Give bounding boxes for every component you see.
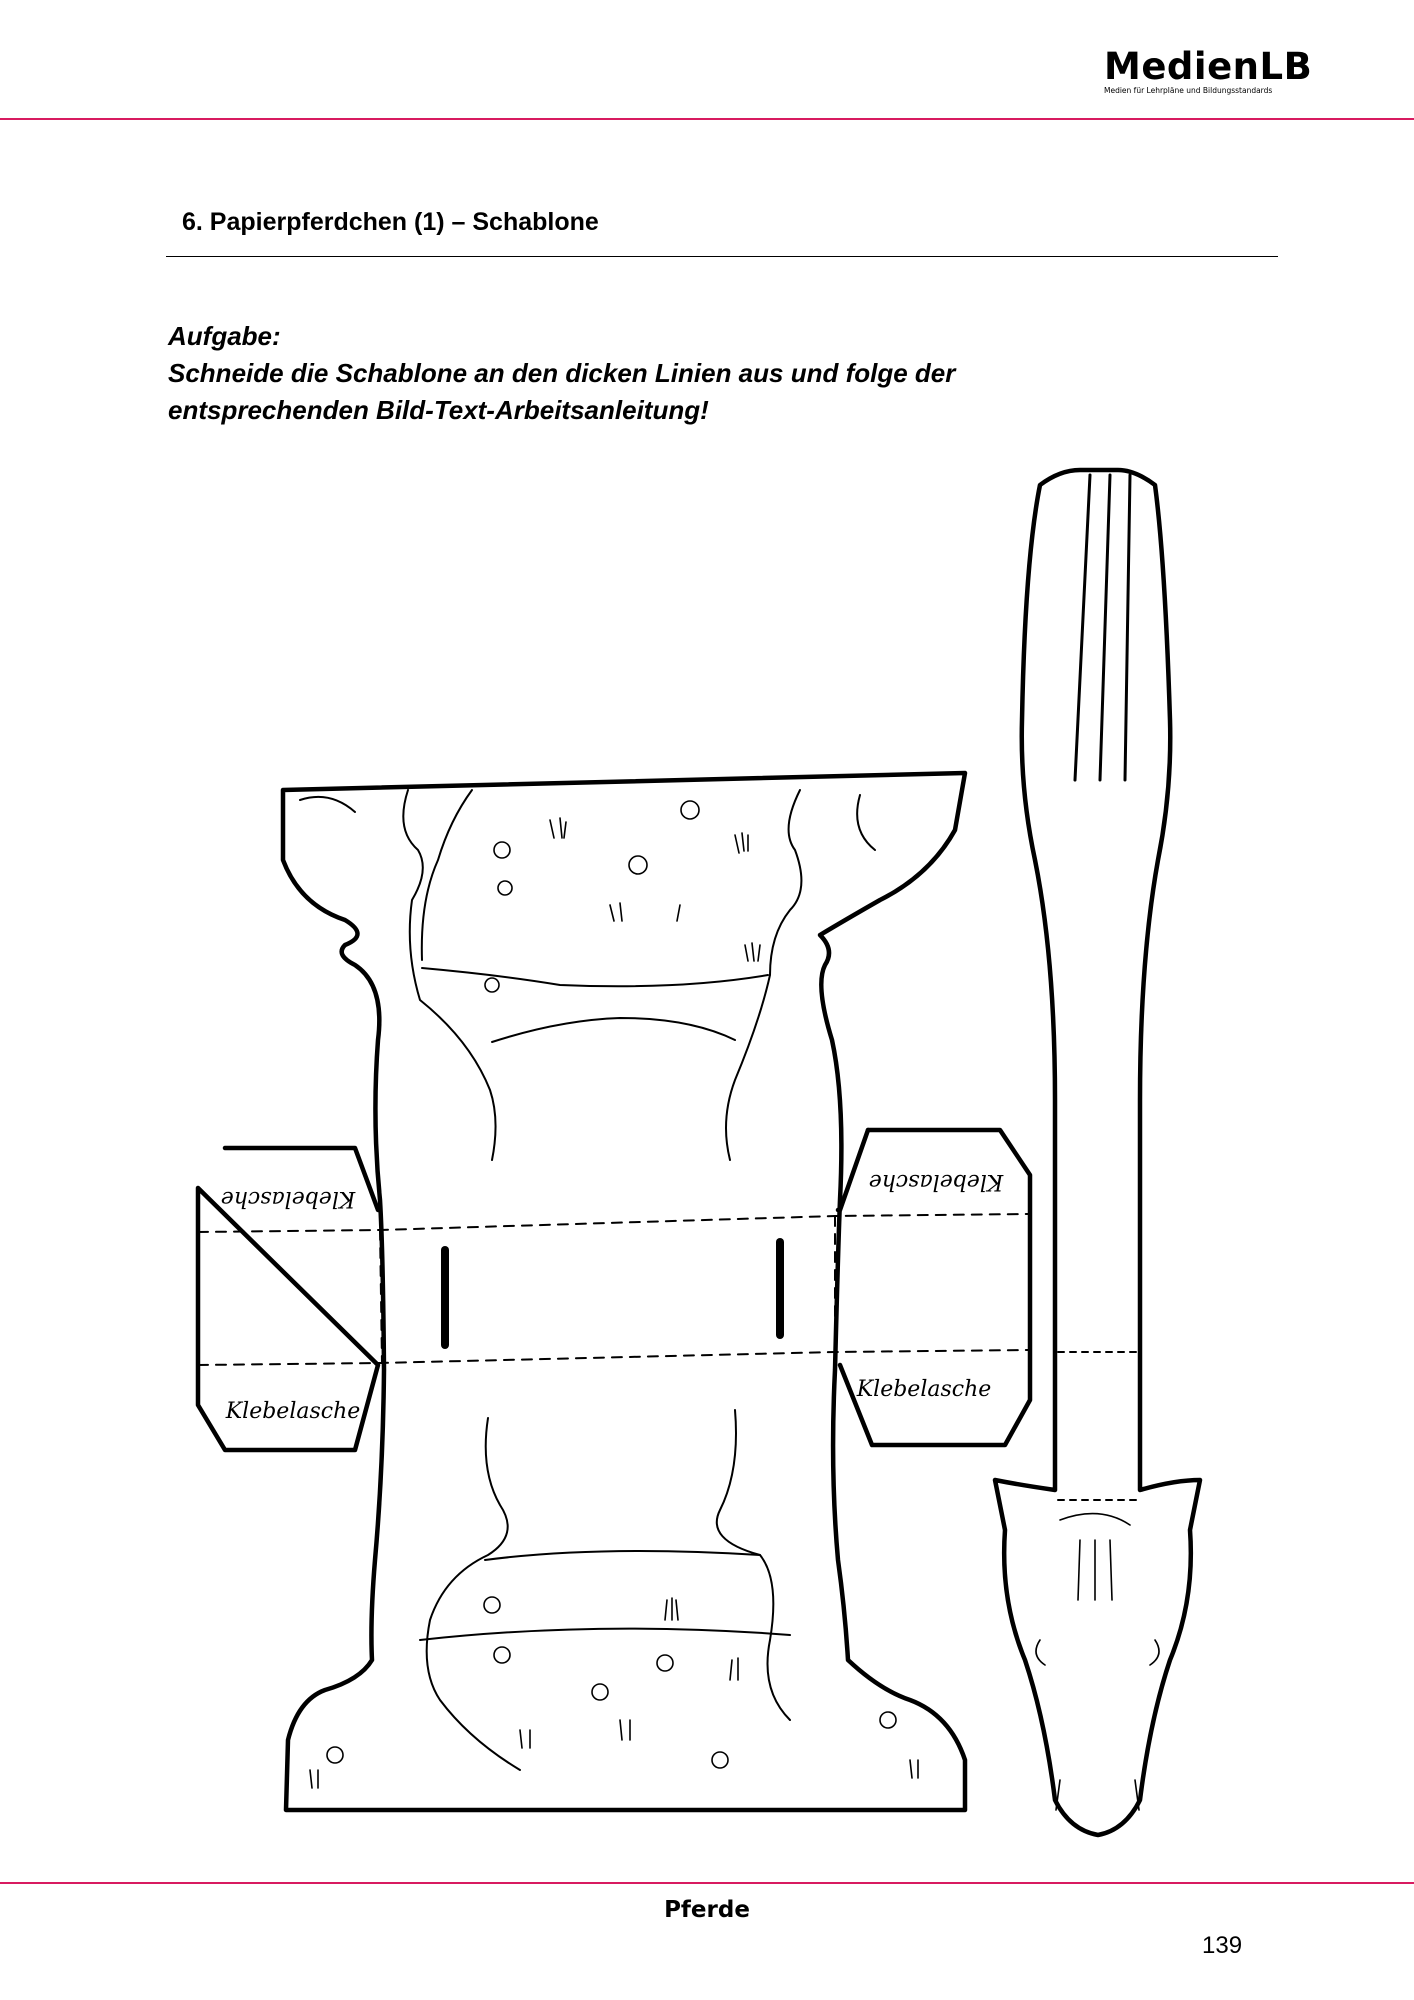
horse-cutout-template [0, 440, 1414, 1860]
right-tab-label-bottom: Klebelasche [856, 1377, 992, 1402]
tab-labels [221, 1169, 1005, 1424]
left-tab-label-top: Klebelasche [220, 1186, 356, 1211]
footer-title: Pferde [664, 1897, 750, 1923]
right-tab-label-top: Klebelasche [868, 1169, 1004, 1194]
page-number: 139 [1202, 1932, 1243, 1959]
footer-divider [0, 1882, 1414, 1884]
body-outline [283, 773, 965, 1810]
brand-tagline: Medien für Lehrpläne und Bildungsstandards [1104, 86, 1273, 95]
left-tab-label-bottom: Klebelasche [225, 1399, 361, 1424]
neck-fork-outline [995, 470, 1200, 1835]
fold-line-top [198, 1214, 1030, 1232]
section-divider [166, 256, 1278, 257]
task-line-1: Schneide die Schablone an den dicken Linien aus und folge der [168, 358, 956, 388]
task-heading: Aufgabe: [168, 321, 281, 351]
task-line-2: entsprechenden Bild-Text-Arbeitsanleitung! [168, 395, 709, 425]
header-divider [0, 118, 1414, 120]
fold-line-bottom [198, 1350, 1030, 1365]
brand-logo [1104, 45, 1313, 95]
section-title: 6. Papierpferdchen (1) – Schablone [182, 208, 599, 236]
task-instructions [168, 318, 955, 429]
brand-name: MedienLB [1104, 45, 1313, 88]
